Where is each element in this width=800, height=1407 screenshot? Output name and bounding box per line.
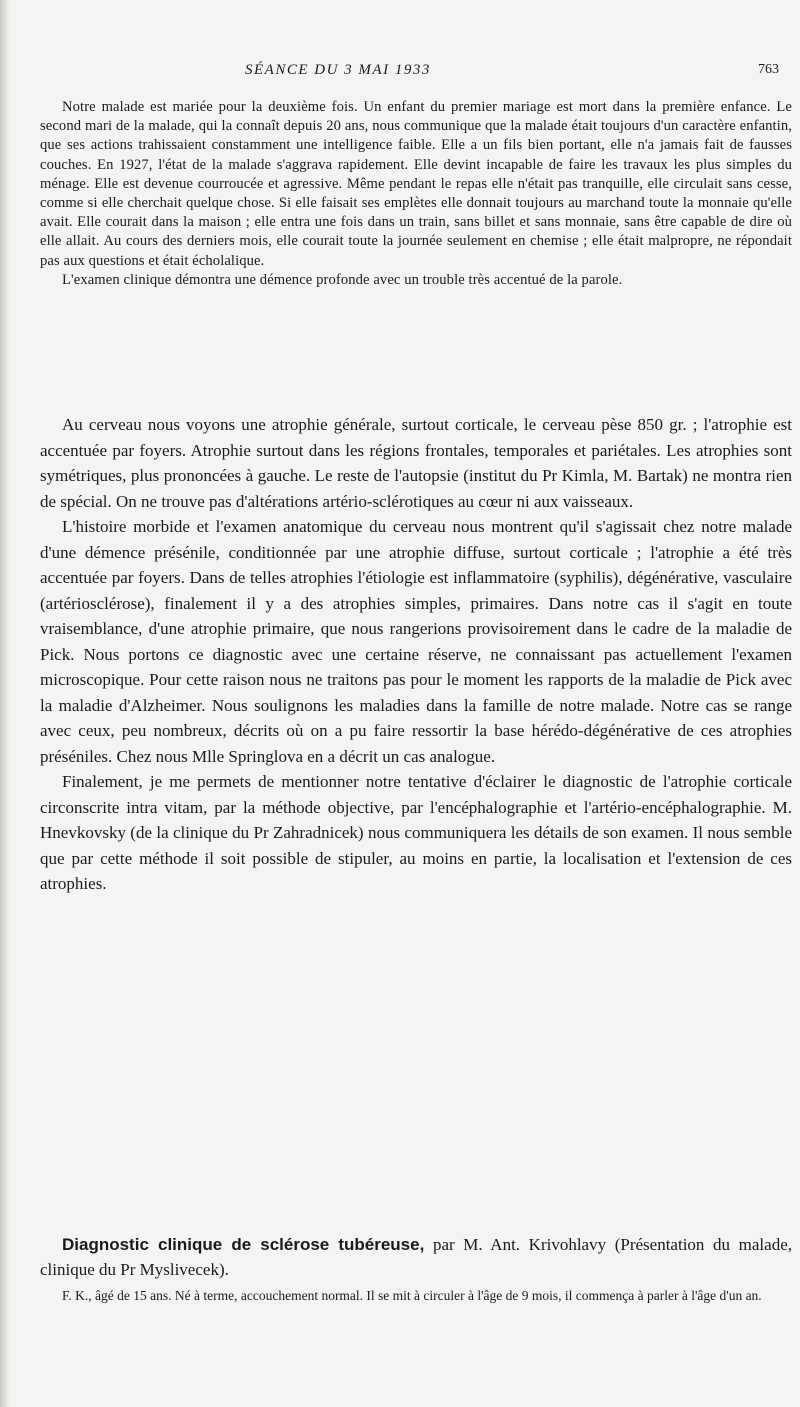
running-head-title: SÉANCE DU 3 MAI 1933 bbox=[245, 62, 431, 78]
autopsy-paragraph: Au cerveau nous voyons une atrophie générale, surtout corticale, le cerveau pèse 850 gr. ; l'atrophie est accentuée par foyers. Atrophie surtout dans les régions frontales, temporales et pariétales. Les atrophies sont symétriques, plus prononcées à gauche. Le reste de l'autopsie (institut du Pr Kimla, M. Bartak) ne montra rien de spécial. On ne trouve pas d'altérations artério-sclérotiques au cœur ni aux vaisseaux. bbox=[40, 415, 792, 511]
new-communication-section bbox=[40, 1232, 792, 1306]
case-history-section bbox=[40, 98, 792, 290]
page-spine-shadow bbox=[0, 0, 10, 1407]
discussion-paragraph: L'histoire morbide et l'examen anatomique du cerveau nous montrent qu'il s'agissait chez notre malade d'une démence présénile, conditionnée par une atrophie diffuse, surtout corticale ; l'atrophie a été très accentuée par foyers. Dans de telles atrophies l'étiologie est inflammatoire (syphilis), dégénérative, vasculaire (artériosclérose), finalement il y a des atrophies simples, primaires. Dans notre cas il s'agit en toute vraisemblance, d'une atrophie primaire, que nous rangerions provisoirement dans le cadre de la maladie de Pick. Nous portons ce diagnostic avec une certaine réserve, ne connaissant pas actuellement l'examen microscopique. Pour cette raison nous ne traitons pas pour le moment les rapports de la maladie de Pick avec la maladie d'Alzheimer. Nous soulignons les maladies dans la famille de notre malade. Notre cas se range avec ceux, peu nombreux, décrits où on a pu faire ressortir la base hérédo-dégénérative de ces atrophies préséniles. Chez nous Mlle Springlova en a décrit un cas analogue. bbox=[40, 517, 792, 766]
autopsy-section bbox=[40, 412, 792, 897]
case-history-paragraph: Notre malade est mariée pour la deuxième fois. Un enfant du premier mariage est mort dans la première enfance. Le second mari de la malade, qui la connaît depuis 20 ans, nous communique que la malade était toujours d'un caractère enfantin, que ses actions trahissaient constamment une intelligence faible. Elle a un fils bien portant, elle n'a jamais fait de fausses couches. En 1927, l'état de la malade s'aggrava rapidement. Elle devint incapable de faire les travaux les plus simples du ménage. Elle est devenue courroucée et agressive. Même pendant le repas elle n'était pas tranquille, elle circulait sans cesse, comme si elle cherchait quelque chose. Si elle faisait ses emplètes elle donnait toujours au marchand toute la monnaie qu'elle avait. Elle courait dans la maison ; elle entra une fois dans un train, sans billet et sans monnaie, sans être capable de dire où elle allait. Au cours des derniers mois, elle courait toute la journée seulement en chemise ; elle était malpropre, ne répondait pas aux questions et était écholalique. bbox=[40, 99, 792, 269]
communication-title: Diagnostic clinique de sclérose tubéreuse, bbox=[62, 1235, 425, 1254]
clinical-exam-paragraph: L'examen clinique démontra une démence profonde avec un trouble très accentué de la parole. bbox=[62, 271, 623, 288]
patient-description: F. K., âgé de 15 ans. Né à terme, accouchement normal. Il se mit à circuler à l'âge de 9 mois, il commença à parler à l'âge d'un an. bbox=[62, 1288, 762, 1303]
communication-author: par M. Ant. Krivohlavy (Présentation du malade, clinique du Pr Myslivecek). bbox=[40, 1235, 792, 1279]
conclusion-paragraph: Finalement, je me permets de mentionner notre tentative d'éclairer le diagnostic de l'atrophie corticale circonscrite intra vitam, par la méthode objective, par l'encéphalographie et l'artério-encéphalographie. M. Hnevkovsky (de la clinique du Pr Zahradnicek) nous communiquera les détails de son examen. Il nous semble que par cette méthode il soit possible de stipuler, au moins en partie, la localisation et l'extension de ces atrophies. bbox=[40, 772, 792, 893]
running-head bbox=[0, 62, 800, 84]
communication-heading bbox=[40, 1232, 792, 1282]
page-number: 763 bbox=[758, 62, 779, 77]
